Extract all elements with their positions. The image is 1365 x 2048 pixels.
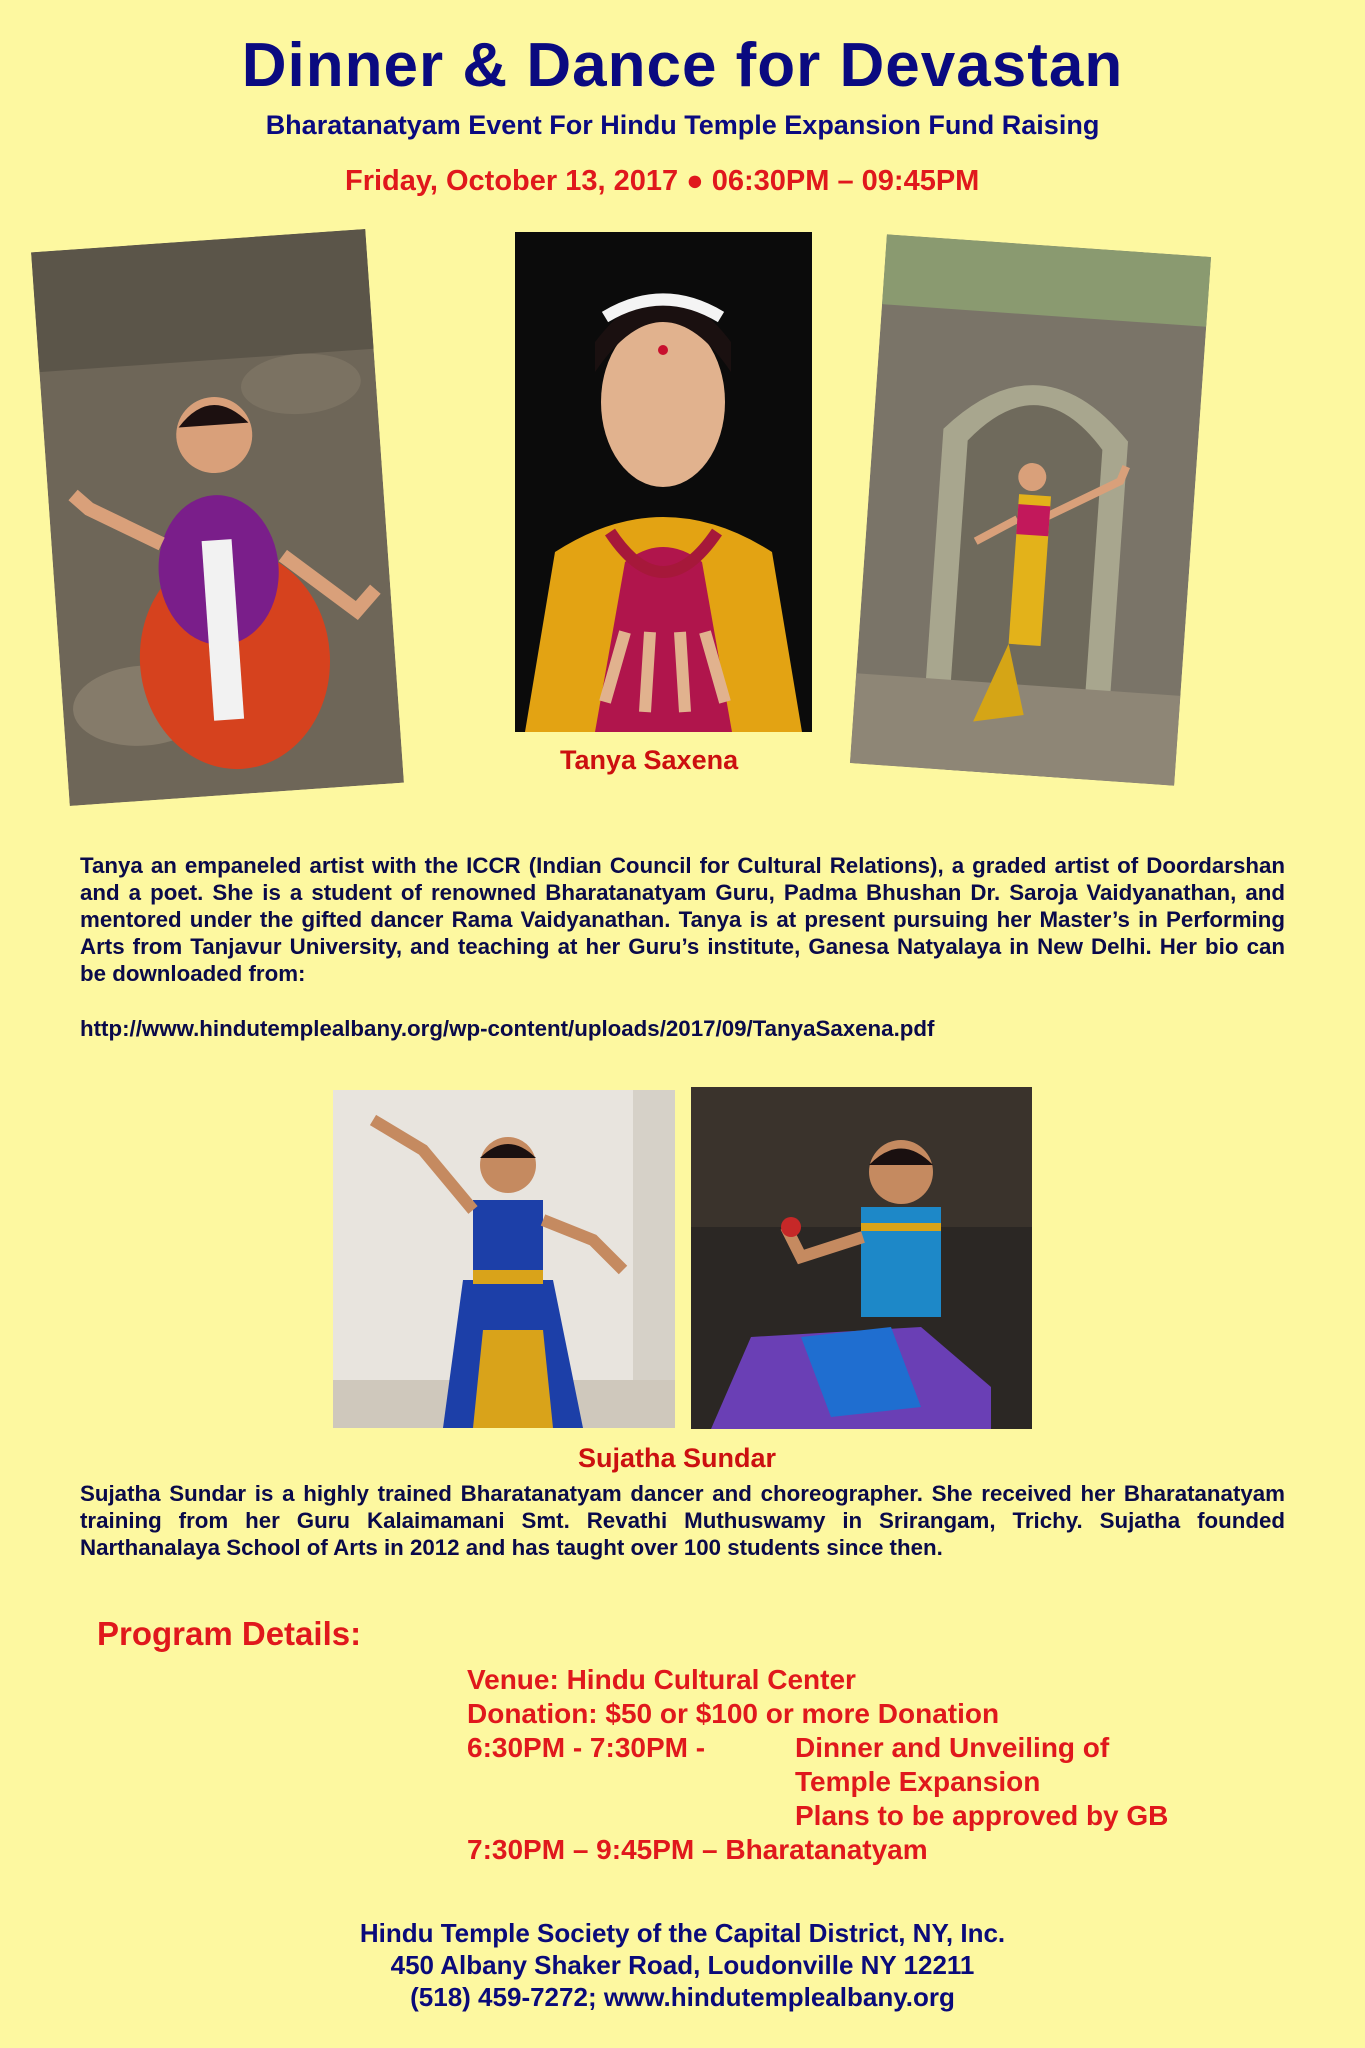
event-subtitle: Bharatanatyam Event For Hindu Temple Expansion Fund Raising [265,110,1100,140]
program-slot1-time: 6:30PM - 7:30PM - [467,1732,706,1763]
event-datetime: Friday, October 13, 2017 ● 06:30PM – 09:45PM [345,165,980,197]
artist2-bio: Sujatha Sundar is a highly trained Bharatanatyam dancer and choreographer. She received her Bharatanatyam training from her Guru Kalaimamani Smt. Revathi Muthuswamy in Srirangam, Trichy. Sujatha founded Narthanalaya School of Arts in 2012 and has taught over 100 students since then. [80,1481,1285,1560]
artist1-name: Tanya Saxena [560,745,739,775]
program-venue: Venue: Hindu Cultural Center [467,1664,856,1695]
photo-tanya-floor-pose [31,229,404,806]
artist1-bio-link[interactable]: http://www.hindutemplealbany.org/wp-content/uploads/2017/09/TanyaSaxena.pdf [80,1016,935,1041]
program-slot1-line3: Plans to be approved by GB [795,1800,1169,1831]
photo-sujatha-indoor-pose [333,1090,675,1428]
footer-address: 450 Albany Shaker Road, Loudonville NY 12211 [390,1950,975,1980]
program-heading: Program Details: [97,1615,362,1652]
artist1-bio: Tanya an empaneled artist with the ICCR (Indian Council for Cultural Relations), a graded artist of Doordarshan and a poet. She is a student of renowned Bharatanatyam Guru, Padma Bhushan Dr. Saroja Vaidyanathan, and mentored under the gifted dancer Rama Vaidyanathan. Tanya is at present pursuing her Master’s in Performing Arts from Tanjavur University, and teaching at her Guru’s institute, Ganesa Natyalaya in New Delhi. Her bio can be downloaded from: [80,853,1285,986]
program-slot1-line2: Temple Expansion [795,1766,1041,1797]
footer-org: Hindu Temple Society of the Capital District, NY, Inc. [359,1918,1006,1948]
program-slot2: 7:30PM – 9:45PM – Bharatanatyam [467,1834,928,1865]
program-donation: Donation: $50 or $100 or more Donation [467,1698,1000,1729]
artist2-name: Sujatha Sundar [578,1443,777,1473]
photo-sujatha-stage-pose [691,1087,1032,1429]
photo-tanya-ruins-pose [850,234,1211,785]
event-title: Dinner & Dance for Devastan [241,31,1124,100]
photo-tanya-portrait [515,232,812,732]
program-slot1-line1: Dinner and Unveiling of [795,1732,1110,1763]
footer-contact: (518) 459-7272; www.hindutemplealbany.org [410,1982,955,2012]
